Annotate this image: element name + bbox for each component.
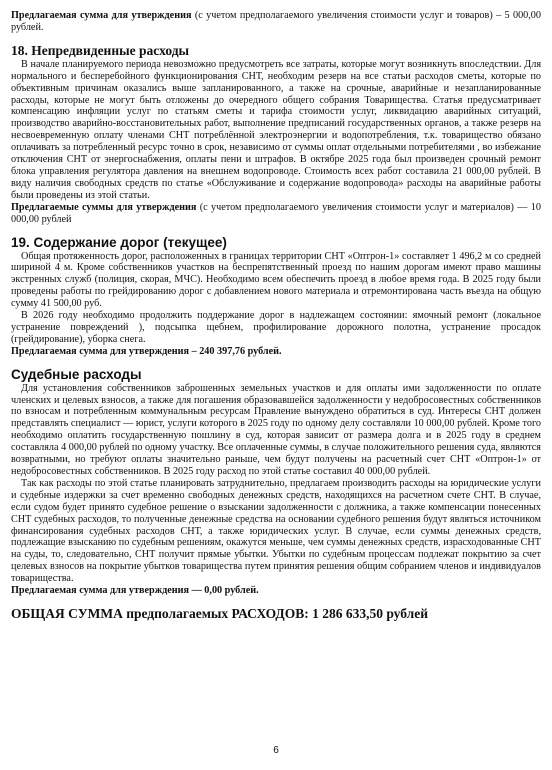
intro-approval-text: (с учетом предполагаемого увеличения стоимости услуг и товаров) – 5 000,00 рублей. — [11, 10, 541, 33]
section-19-approval: Предлагаемая сумма для утверждения – 240 397,76 рублей. — [11, 345, 282, 357]
intro-approval-label: Предлагаемая сумма для утверждения — [11, 10, 192, 21]
intro-approval — [11, 10, 541, 34]
court-expenses-approval: Предлагаемая сумма для утверждения — 0,00 рублей. — [11, 585, 259, 597]
section-19-paragraph-1: Общая протяженность дорог, расположенных в границах территории СНТ «Оптрон-1» составляет 1 496,2 м со средней шириной 4 м. Кроме собственников участков на беспрепятственный проезд по нашим дорогам имеют право машины экстренных служб (полиция, скорая, МЧС). Необходимо всем обеспечить проезд в любое время года. В 2025 году были проведены работы по грейдированию дорог с добавлением нового материала и отремонтирована часть въезда на общую сумму 41 500,00 руб. — [11, 250, 541, 310]
section-19-paragraph-2: В 2026 году необходимо продолжить поддержание дорог в надлежащем состоянии: ямочный ремонт (локальное устранение повреждений ), подсыпка щебнем, профилирование дорожного полотна, устранение просадок (грейдирование), уборка снега. — [11, 310, 541, 345]
court-expenses-heading: Судебные расходы — [11, 366, 142, 382]
total-expenses: ОБЩАЯ СУММА предполагаемых РАСХОДОВ: 1 286 633,50 рублей — [11, 605, 429, 621]
court-expenses-paragraph-1: Для установления собственников заброшенных земельных участков и для оплаты ими задолженности по оплате членских и целевых взносов, а также для погашения образовавшейся задолженности у недобросовестных собственников по взносам и потребленным коммунальным ресурсам Правление вынуждено обратиться в суд. Интересы СНТ должен представлять специалист — юрист, услуги которого в 2025 году по одному делу составляли 10 000,00 рублей. Кроме того необходимо оплатить государственную пошлину в суд, которая зависит от размера долга и в 2025 году в среднем составляла 4 000,00 рублей по одному участку. Все оплаченные суммы, в случае положительного решения суда, являются возвратными, но требуют оплаты значительно раньше, чем будут получены на расчетный счет СНТ «Оптрон-1» от недобросовестных собственников. В 2025 году расход по этой статье составил 40 000,00 рублей. — [11, 382, 541, 477]
court-expenses-paragraph-2: Так как расходы по этой статье планировать затруднительно, предлагаем производить расходы на юридические услуги и судебные издержки за счет временно свободных денежных средств, находящихся на расчетном счете СНТ. В случае, если судом будет принято судебное решение о взыскании задолженности с должника, а также компенсации понесенных СНТ судебных расходов, то полученные денежные средства на основании судебного решения будут являться источником финансирования судебных расходов СНТ, а также юридических услуг. В случае, если суммы денежных средств, подлежащие взысканию по судебным решениям, окажутся меньше, чем суммы денежных средств, израсходованные СНТ на суды, то, следовательно, СНТ получит прямые убытки. Убытки по судебным процессам подлежат покрытию за счет целевых взносов на покрытие убытков товарищества путем принятия решения общим собранием членов и индивидуалов товарищества. — [11, 477, 541, 585]
document-page — [11, 10, 541, 622]
section-18-approval-label: Предлагаемые суммы для утверждения — [11, 201, 197, 213]
section-18-paragraph: В начале планируемого периода невозможно предусмотреть все затраты, которые могут возникнуть впоследствии. Для нормального и бесперебойного функционирования СНТ, необходим резерв на все статьи расходов сметы, которые по объективным причинам оказались выше запланированного, а также на срочные, аварийные и незапланированные расходы, которые не могут быть отложены до очередного общего собрания Товарищества. Статья предусматривает компенсацию инфляции услуг по статьям сметы и тарифа стоимости услуг, ликвидацию аварийных ситуаций, производство аварийно-восстановительных работ, выполнение предписаний государственных органов, а также резерв на несвоевременную оплату членами СНТ потреблённой электроэнергии и водопотребления, т.к. товарищество обязано оплачивать за потребленный ресурс точно в срок, независимо от суммы оплат отдельными потребителями , во избежание отключения СНТ от энергоснабжения, оплаты пени и штрафов. В октябре 2025 года был произведен срочный ремонт блока управления регулятора давления на внешнем водопроводе. Стоимость всех работ составила 21 000,00 рублей. В виду наличия свободных средств по статье «Обслуживание и содержание водопровода» расходы на аварийные работы были проведены из этой статьи. — [11, 58, 541, 201]
section-18-approval-text: (с учетом предполагаемого увеличения стоимости услуг и материалов) — 10 000,00 рублей — [11, 201, 541, 225]
section-18-heading: 18. Непредвиденные расходы — [11, 42, 190, 58]
section-19-heading: 19. Содержание дорог (текущее) — [11, 234, 227, 250]
section-18-approval — [11, 202, 541, 226]
page-number: 6 — [273, 745, 279, 756]
